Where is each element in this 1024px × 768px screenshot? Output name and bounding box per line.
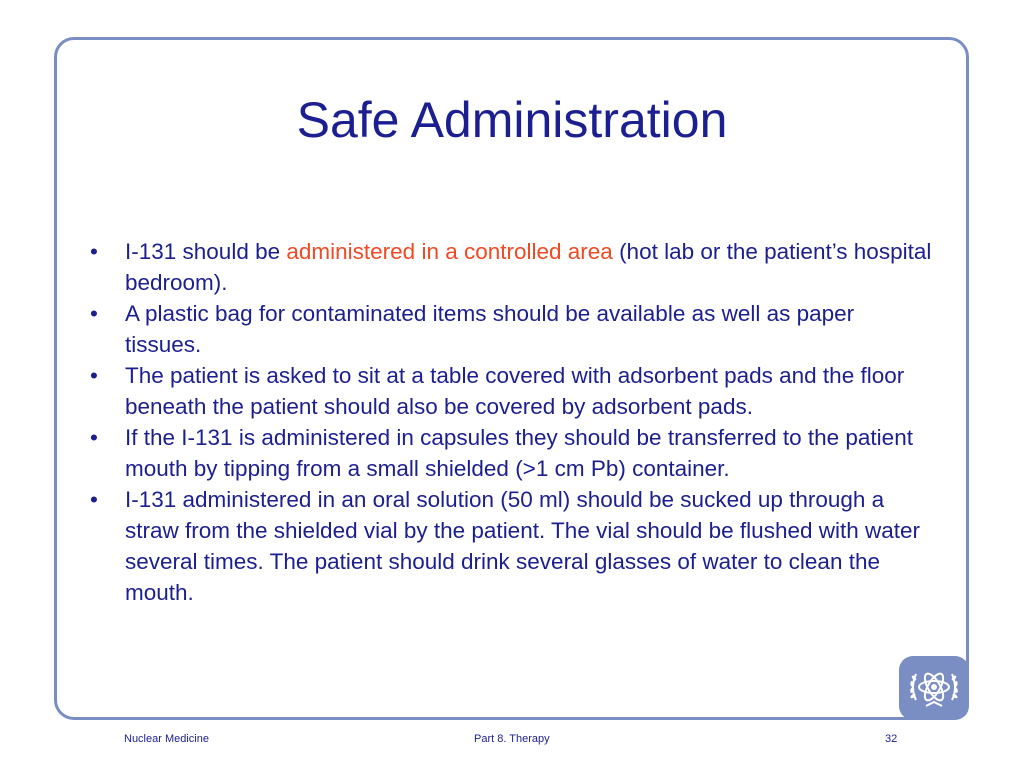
bullet-item (84, 422, 934, 484)
footer-part-label: Part 8. Therapy (474, 733, 550, 745)
slide-title: Safe Administration (296, 92, 728, 148)
atom-wreath-icon (904, 660, 964, 716)
bullet-text-after: (hot lab or the patient’s hospital bedroom). (125, 239, 932, 295)
bullet-item (84, 236, 934, 298)
bullet-text: I-131 administered in an oral solution (50 ml) should be sucked up through a straw from the shielded vial by the patient. The vial should be flushed with water several times. The patient should drink several glasses of water to clean the mouth. (125, 487, 921, 605)
bullet-text: If the I-131 is administered in capsules they should be transferred to the patient mouth by tipping from a small shielded (>1 cm Pb) container. (125, 425, 913, 481)
bullet-text: A plastic bag for contaminated items should be available as well as paper tissues. (125, 301, 855, 357)
bullet-dot: • (90, 487, 98, 512)
bullet-item (84, 298, 934, 360)
bullet-text: The patient is asked to sit at a table covered with adsorbent pads and the floor beneath the patient should also be covered by adsorbent pads. (125, 363, 905, 419)
bullet-dot: • (90, 239, 98, 264)
iaea-logo-icon (899, 656, 969, 720)
bullet-list (84, 236, 934, 608)
bullet-text: I-131 should be (125, 239, 287, 264)
bullet-dot: • (90, 363, 98, 388)
footer-page-number: 32 (885, 733, 898, 745)
footer-course-label: Nuclear Medicine (124, 733, 209, 745)
bullet-dot: • (90, 425, 98, 450)
bullet-dot: • (90, 301, 98, 326)
bullet-item (84, 360, 934, 422)
bullet-highlight-text: administered in a controlled area (286, 239, 613, 264)
bullet-item (84, 484, 934, 608)
